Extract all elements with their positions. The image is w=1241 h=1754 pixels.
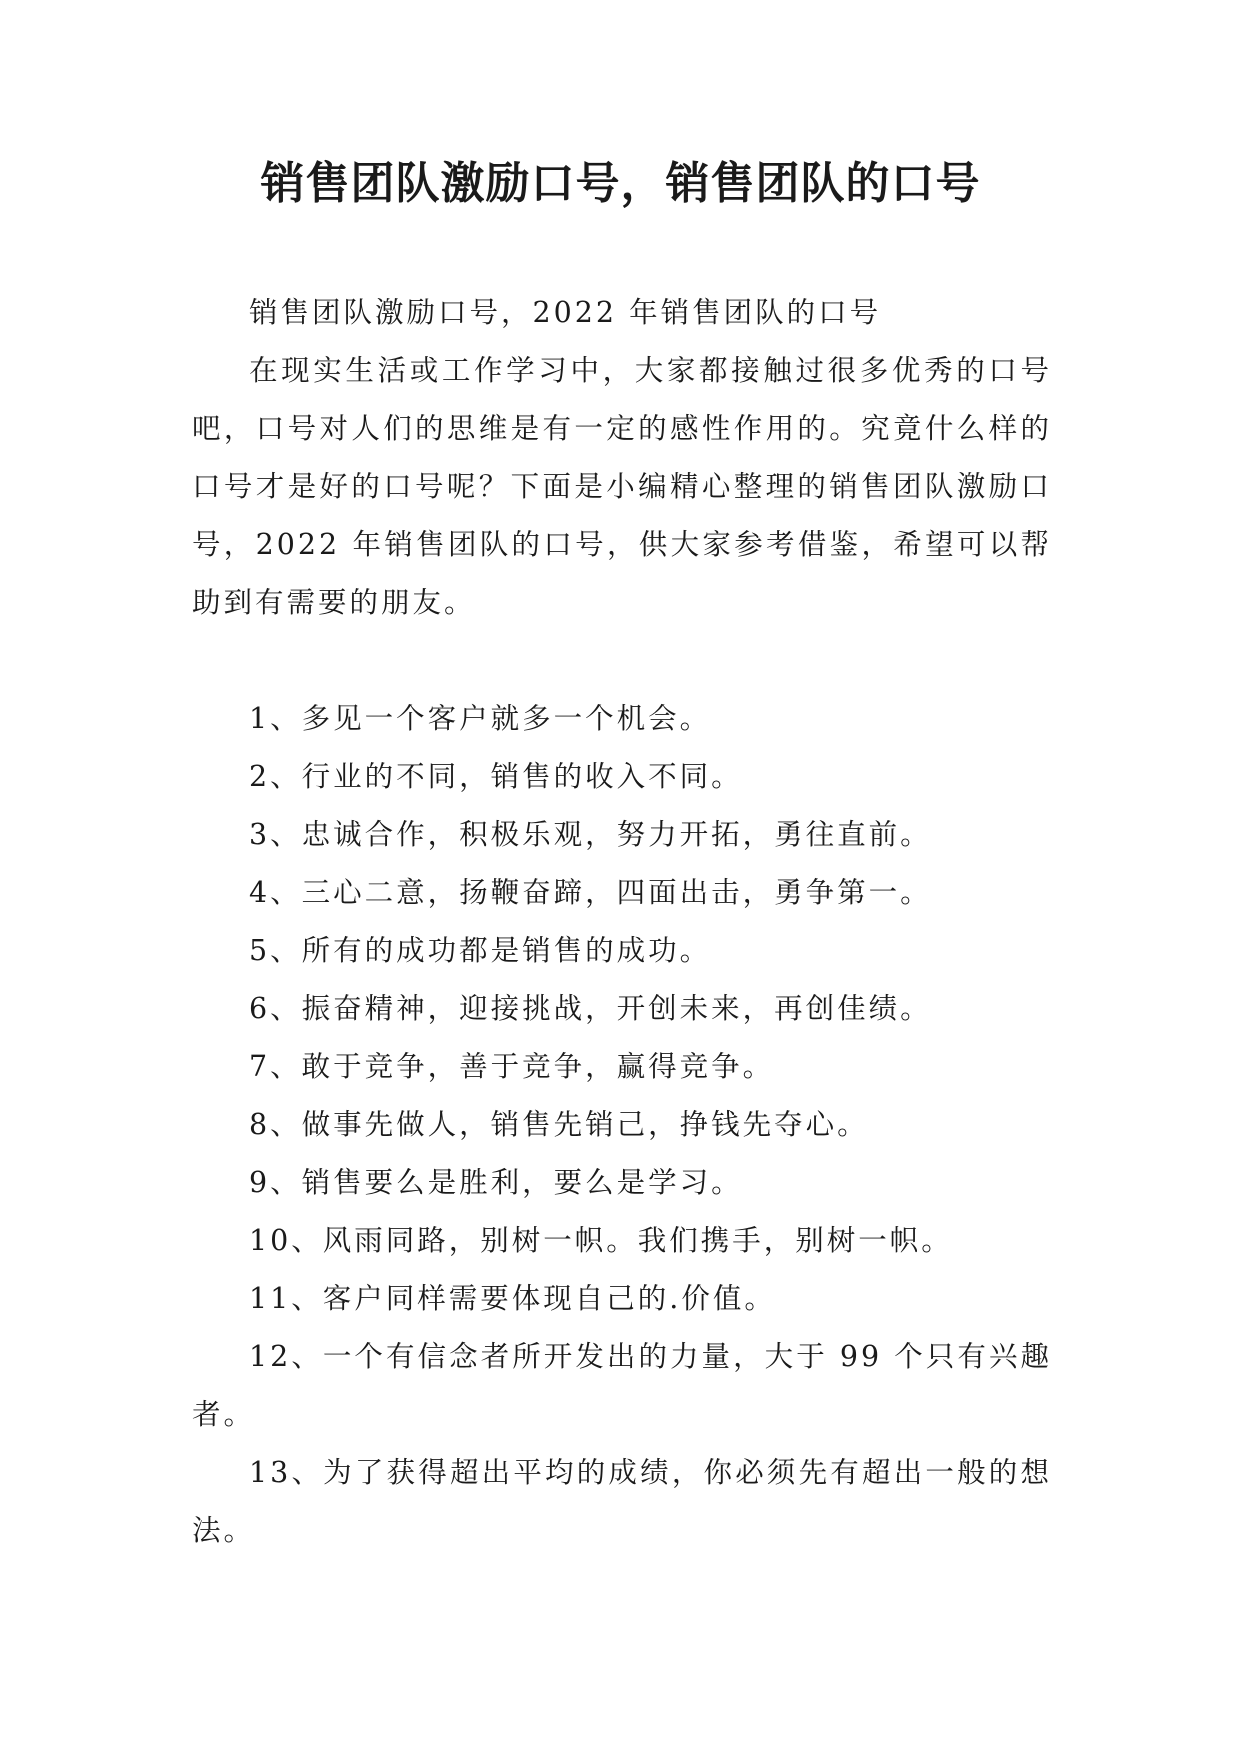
slogan-item-11: 11、客户同样需要体现自己的.价值。	[249, 1282, 776, 1315]
slogan-item-7: 7、敢于竞争，善于竞争，赢得竞争。	[249, 1050, 775, 1083]
slogan-item-6: 6、振奋精神，迎接挑战，开创未来，再创佳绩。	[249, 992, 932, 1025]
slogan-item-1: 1、多见一个客户就多一个机会。	[249, 702, 712, 735]
slogan-item-9: 9、销售要么是胜利，要么是学习。	[249, 1166, 743, 1199]
slogan-item-10: 10、风雨同路，别树一帜。我们携手，别树一帜。	[249, 1224, 953, 1257]
slogan-item-4: 4、三心二意，扬鞭奋蹄，四面出击，勇争第一。	[249, 876, 932, 909]
document-subtitle: 销售团队激励口号，2022 年销售团队的口号	[249, 296, 882, 329]
slogan-item-8: 8、做事先做人，销售先销己，挣钱先夺心。	[249, 1108, 869, 1141]
document-title: 销售团队激励口号，销售团队的口号	[260, 158, 981, 209]
paragraph-gap	[192, 632, 1052, 690]
intro-paragraph: 在现实生活或工作学习中，大家都接触过很多优秀的口号吧，口号对人们的思维是有一定的感性作用的。究竟什么样的口号才是好的口号呢？下面是小编精心整理的销售团队激励口号，2022 年销售团队的口号，供大家参考借鉴，希望可以帮助到有需要的朋友。	[192, 354, 1052, 619]
slogan-item-12: 12、一个有信念者所开发出的力量，大于 99 个只有兴趣者。	[192, 1340, 1052, 1431]
slogan-item-2: 2、行业的不同，销售的收入不同。	[249, 760, 743, 793]
slogan-item-3: 3、忠诚合作，积极乐观，努力开拓，勇往直前。	[249, 818, 932, 851]
document-body	[192, 284, 1052, 1560]
slogan-item-5: 5、所有的成功都是销售的成功。	[249, 934, 712, 967]
slogan-item-13: 13、为了获得超出平均的成绩，你必须先有超出一般的想法。	[192, 1456, 1052, 1547]
